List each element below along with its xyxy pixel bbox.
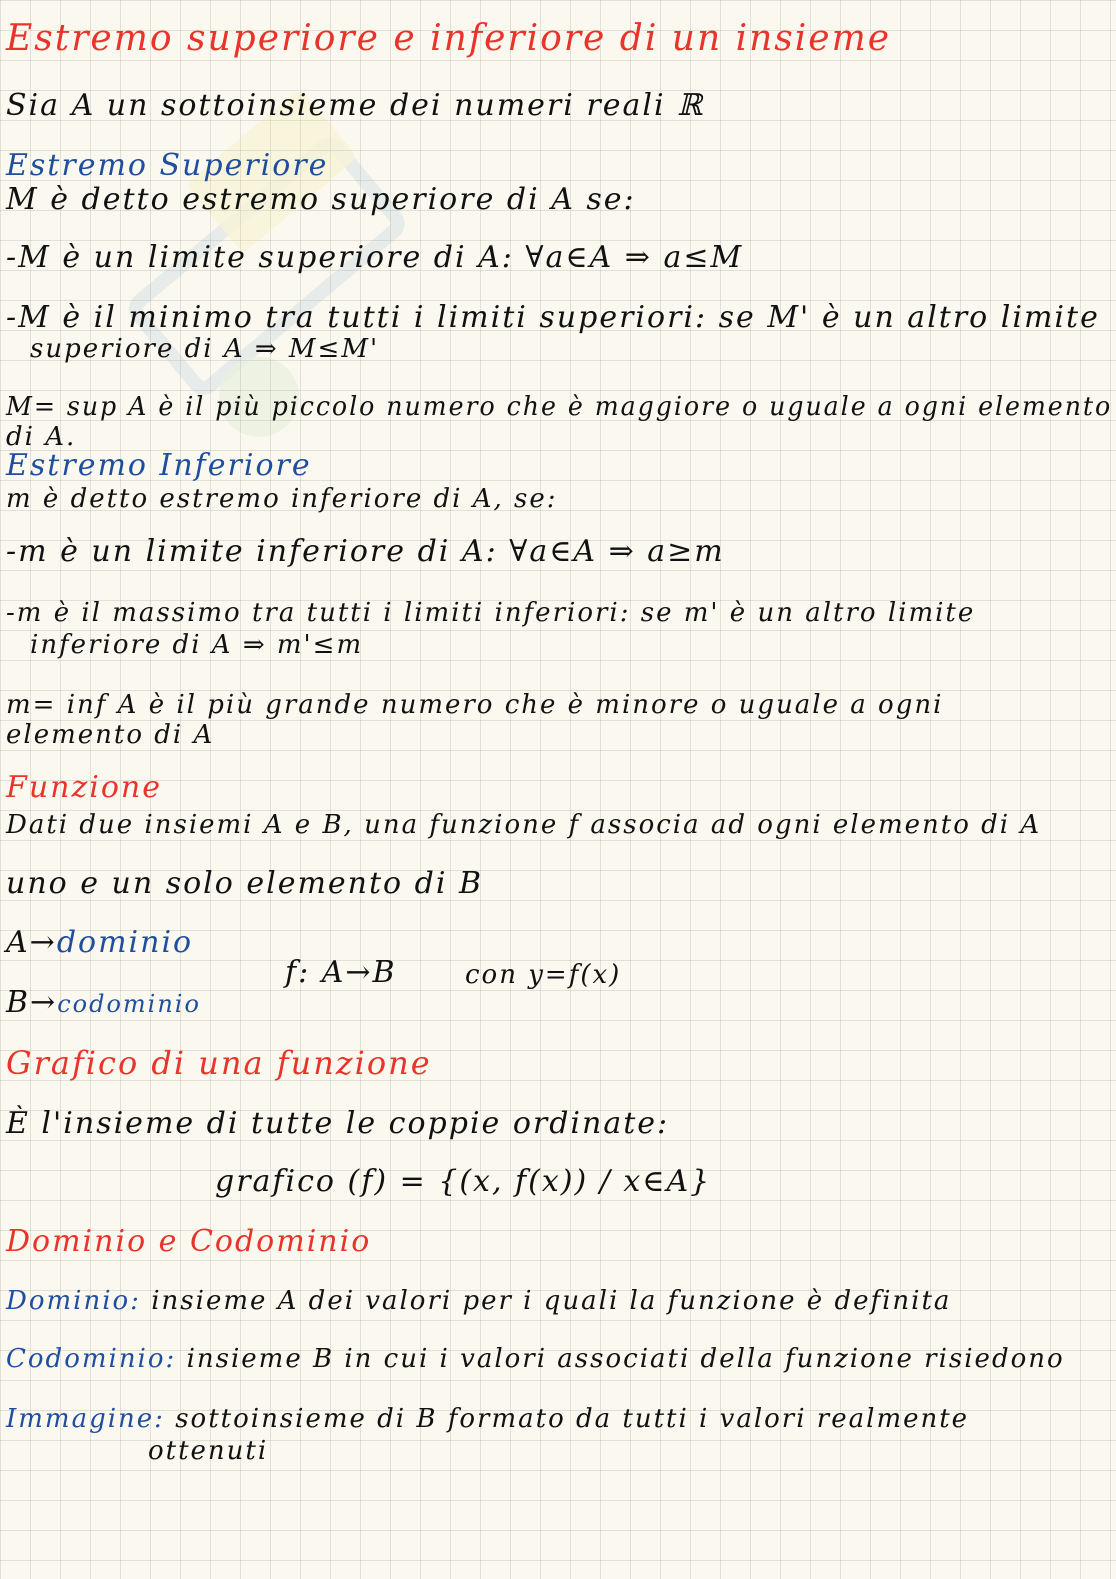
immagine-text-b: ottenuti [148,1436,269,1466]
inf-item-2b: inferiore di A ⇒ m'≤m [30,630,364,660]
inf-item-2a: -m è il massimo tra tutti i limiti inferiori: se m' è un altro limite [6,598,976,628]
dominio-text: insieme A dei valori per i quali la funzione è definita [151,1286,952,1316]
func-heading: Funzione [6,770,162,805]
inf-summary-a: m= inf A è il più grande numero che è minore o uguale a ogni [6,690,944,720]
page-title: Estremo superiore e inferiore di un insieme [6,18,892,59]
domcod-heading: Dominio e Codominio [6,1224,372,1259]
dominio-row [6,1286,951,1316]
intro-line: Sia A un sottoinsieme dei numeri reali ℝ [6,88,705,123]
dominio-label: Dominio: [6,1286,141,1316]
graph-formula: grafico (f) = {(x, f(x)) / x∈A} [215,1164,712,1199]
inf-summary-b: elemento di A [6,720,215,750]
inf-item-1: -m è un limite inferiore di A: ∀a∈A ⇒ a≥m [6,534,725,569]
inf-heading: Estremo Inferiore [6,448,312,483]
func-codomain-row [6,985,201,1020]
immagine-text-a: sottoinsieme di B formato da tutti i valori realmente [175,1404,970,1434]
func-domain-row [6,925,193,960]
domain-label: dominio [56,925,194,960]
sup-item-2a: -M è il minimo tra tutti i limiti superiori: se M' è un altro limite [6,300,1100,335]
func-notation: f: A→B [285,955,397,990]
codominio-label: Codominio: [6,1344,177,1374]
func-line-1: Dati due insiemi A e B, una funzione f associa ad ogni elemento di A [6,810,1042,840]
graph-heading: Grafico di una funzione [6,1044,432,1082]
sup-item-2b: superiore di A ⇒ M≤M' [30,334,380,364]
codominio-text: insieme B in cui i valori associati della funzione risiedono [186,1344,1065,1374]
sup-definition: M è detto estremo superiore di A se: [6,182,636,217]
codominio-row [6,1344,1065,1374]
sup-summary-b: di A. [6,422,77,452]
immagine-row [6,1404,969,1434]
codomain-prefix: B→ [6,985,58,1020]
sup-summary-a: M= sup A è il più piccolo numero che è maggiore o uguale a ogni elemento [6,392,1113,422]
codomain-label: codominio [57,990,201,1018]
graph-line-1: È l'insieme di tutte le coppie ordinate: [6,1106,670,1141]
inf-definition: m è detto estremo inferiore di A, se: [6,484,558,514]
immagine-label: Immagine: [6,1404,165,1434]
func-with: con y=f(x) [465,960,622,990]
sup-heading: Estremo Superiore [6,148,329,183]
sup-item-1: -M è un limite superiore di A: ∀a∈A ⇒ a≤M [6,240,744,275]
func-line-2: uno e un solo elemento di B [6,866,484,901]
domain-prefix: A→ [6,925,57,960]
